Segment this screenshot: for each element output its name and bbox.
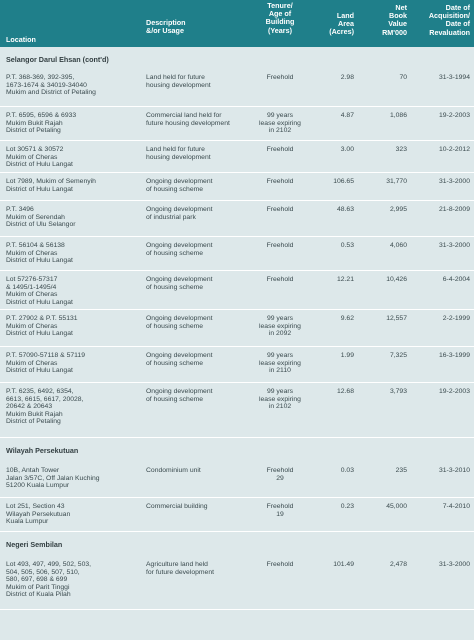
description-cell: Ongoing development of housing scheme <box>146 242 213 257</box>
land-area-cell: 3.00 <box>340 146 354 153</box>
table-row <box>0 141 474 173</box>
description-cell: Ongoing development of housing scheme <box>146 388 213 403</box>
location-cell: P.T. 57090-57118 & 57119 Mukim of Cheras District of Hulu Langat <box>6 352 85 375</box>
table-row <box>0 462 474 498</box>
header-date: Date of Acquisition/ Date of Revaluation <box>428 3 470 37</box>
tenure-cell: Freehold <box>266 561 294 568</box>
table-row <box>0 237 474 271</box>
land-area-cell: 0.03 <box>340 467 354 474</box>
description-cell: Ongoing development of housing scheme <box>146 178 213 193</box>
land-area-cell: 0.23 <box>340 503 354 510</box>
header-land-area: Land Area (Acres) <box>329 11 354 37</box>
date-cell: 19-2-2003 <box>439 388 470 395</box>
land-area-cell: 9.62 <box>340 315 354 322</box>
header-tenure: Tenure/ Age of Building (Years) <box>265 1 295 35</box>
tenure-cell: Freehold <box>266 178 294 185</box>
description-cell: Ongoing development of housing scheme <box>146 276 213 291</box>
date-cell: 31-3-2000 <box>439 242 470 249</box>
section-title: Wilayah Persekutuan <box>6 446 79 455</box>
tenure-cell: 99 years lease expiring in 2092 <box>259 315 301 338</box>
land-area-cell: 0.53 <box>340 242 354 249</box>
net-book-value-cell: 45,000 <box>386 503 407 510</box>
net-book-value-cell: 3,793 <box>389 388 407 395</box>
date-cell: 10-2-2012 <box>439 146 470 153</box>
header-location: Location <box>6 35 36 44</box>
section-title: Selangor Darul Ehsan (cont'd) <box>6 55 109 64</box>
table-row <box>0 383 474 438</box>
description-cell: Agriculture land held for future development <box>146 561 215 576</box>
tenure-cell: 99 years lease expiring in 2102 <box>259 388 301 411</box>
location-cell: P.T. 368-369, 392-395, 1673-1674 & 34019-34040 Mukim and District of Petaling <box>6 74 96 97</box>
date-cell: 31-3-2000 <box>439 178 470 185</box>
date-cell: 31-3-2010 <box>439 467 470 474</box>
description-cell: Commercial building <box>146 503 208 510</box>
location-cell: P.T. 56104 & 56138 Mukim of Cheras District of Hulu Langat <box>6 242 73 265</box>
land-area-cell: 12.21 <box>336 276 354 283</box>
location-cell: Lot 493, 497, 499, 502, 503, 504, 505, 506, 507, 510, 580, 697, 698 & 699 Mukim of Parit Tinggi District of Kuala Pilah <box>6 561 92 599</box>
date-cell: 21-8-2009 <box>439 206 470 213</box>
section-header <box>0 438 474 462</box>
net-book-value-cell: 4,060 <box>389 242 407 249</box>
tenure-cell: Freehold 19 <box>266 503 294 518</box>
table-header <box>0 0 474 47</box>
location-cell: P.T. 27902 & P.T. 55131 Mukim of Cheras District of Hulu Langat <box>6 315 78 338</box>
tenure-cell: Freehold 29 <box>266 467 294 482</box>
net-book-value-cell: 12,557 <box>386 315 407 322</box>
tenure-cell: Freehold <box>266 74 294 81</box>
land-area-cell: 2.98 <box>340 74 354 81</box>
description-cell: Ongoing development of industrial park <box>146 206 213 221</box>
section-title: Negeri Sembilan <box>6 540 63 549</box>
land-area-cell: 4.87 <box>340 112 354 119</box>
tenure-cell: Freehold <box>266 206 294 213</box>
date-cell: 7-4-2010 <box>442 503 470 510</box>
net-book-value-cell: 10,426 <box>386 276 407 283</box>
tenure-cell: Freehold <box>266 276 294 283</box>
land-area-cell: 1.99 <box>340 352 354 359</box>
location-cell: 10B, Antah Tower Jalan 3/57C, Off Jalan Kuching 51200 Kuala Lumpur <box>6 467 100 490</box>
tenure-cell: 99 years lease expiring in 2102 <box>259 112 301 135</box>
net-book-value-cell: 1,086 <box>389 112 407 119</box>
tenure-cell: Freehold <box>266 146 294 153</box>
net-book-value-cell: 2,478 <box>389 561 407 568</box>
description-cell: Land held for future housing development <box>146 146 211 161</box>
header-description: Description &/or Usage <box>146 18 186 36</box>
tenure-cell: Freehold <box>266 242 294 249</box>
description-cell: Commercial land held for future housing development <box>146 112 230 127</box>
net-book-value-cell: 31,770 <box>386 178 407 185</box>
table-row <box>0 347 474 383</box>
table-row <box>0 498 474 532</box>
net-book-value-cell: 323 <box>395 146 407 153</box>
table-row <box>0 201 474 237</box>
section-header <box>0 47 474 69</box>
date-cell: 2-2-1999 <box>442 315 470 322</box>
date-cell: 31-3-2000 <box>439 561 470 568</box>
table-row <box>0 69 474 107</box>
date-cell: 16-3-1999 <box>439 352 470 359</box>
location-cell: Lot 57276-57317 & 1495/1-1495/4 Mukim of Cheras District of Hulu Langat <box>6 276 73 306</box>
description-cell: Condominium unit <box>146 467 201 474</box>
description-cell: Land held for future housing development <box>146 74 211 89</box>
table-row <box>0 173 474 201</box>
land-area-cell: 48.63 <box>336 206 354 213</box>
location-cell: Lot 30571 & 30572 Mukim of Cheras District of Hulu Langat <box>6 146 73 169</box>
net-book-value-cell: 7,325 <box>389 352 407 359</box>
tenure-cell: 99 years lease expiring in 2110 <box>259 352 301 375</box>
table-row <box>0 556 474 610</box>
land-area-cell: 12.68 <box>336 388 354 395</box>
net-book-value-cell: 70 <box>399 74 407 81</box>
net-book-value-cell: 235 <box>395 467 407 474</box>
land-area-cell: 101.49 <box>333 561 354 568</box>
table-row <box>0 107 474 141</box>
section-header <box>0 532 474 556</box>
table-row <box>0 310 474 347</box>
land-area-cell: 106.65 <box>333 178 354 185</box>
location-cell: P.T. 6595, 6596 & 6933 Mukim Bukit Rajah District of Petaling <box>6 112 77 135</box>
description-cell: Ongoing development of housing scheme <box>146 315 213 330</box>
location-cell: P.T. 6235, 6492, 6354, 6613, 6615, 6617, 20028, 20642 & 20643 Mukim Bukit Rajah District of Petaling <box>6 388 84 426</box>
table-body <box>0 47 474 610</box>
header-net-book-value: Net Book Value RM'000 <box>382 3 407 37</box>
location-cell: P.T. 3496 Mukim of Serendah District of Ulu Selangor <box>6 206 76 229</box>
date-cell: 19-2-2003 <box>439 112 470 119</box>
location-cell: Lot 7989, Mukim of Semenyih District of Hulu Langat <box>6 178 96 193</box>
description-cell: Ongoing development of housing scheme <box>146 352 213 367</box>
table-row <box>0 271 474 310</box>
date-cell: 6-4-2004 <box>442 276 470 283</box>
location-cell: Lot 251, Section 43 Wilayah Persekutuan Kuala Lumpur <box>6 503 71 526</box>
date-cell: 31-3-1994 <box>439 74 470 81</box>
net-book-value-cell: 2,995 <box>389 206 407 213</box>
